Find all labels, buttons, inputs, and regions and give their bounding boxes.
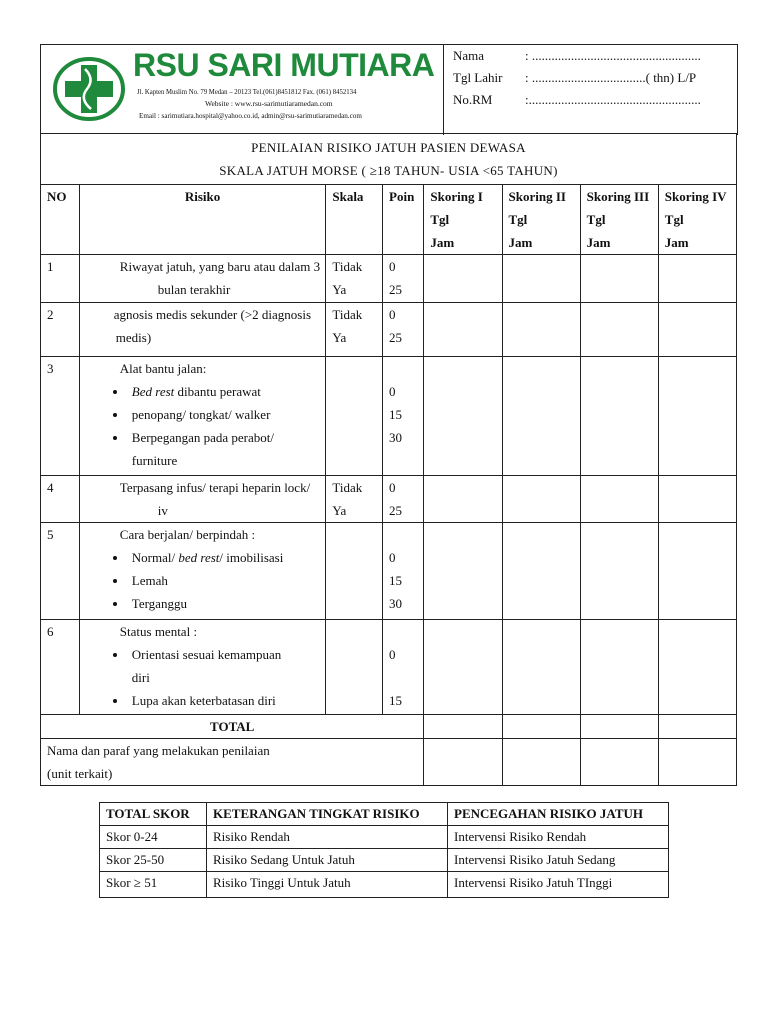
tgl-label: Tgl	[430, 212, 450, 227]
points-value: 0	[389, 480, 396, 495]
total-score-cell[interactable]	[502, 715, 580, 739]
total-label: TOTAL	[41, 715, 424, 739]
signature-cell[interactable]	[580, 739, 658, 786]
col-skoring-1-header	[424, 185, 502, 255]
list-item-text: Normal/	[131, 550, 179, 565]
points-cell	[383, 620, 424, 715]
risk-text: Riwayat jatuh, yang baru atau dalam 3	[119, 259, 321, 274]
score-cell[interactable]	[502, 357, 580, 476]
scale-cell	[326, 357, 383, 476]
legend-score: Skor 25-50	[100, 849, 207, 872]
scale-cell	[326, 303, 383, 357]
skoring-2-label: Skoring II	[508, 189, 566, 204]
score-cell[interactable]	[424, 255, 502, 303]
score-cell[interactable]	[424, 357, 502, 476]
list-item-text: / imobilisasi	[219, 550, 284, 565]
legend-score: Skor ≥ 51	[100, 872, 207, 898]
risk-text: Alat bantu jalan:	[119, 361, 207, 376]
points-value: 15	[389, 693, 403, 708]
legend-header-pencegahan: PENCEGAHAN RISIKO JATUH	[448, 803, 669, 826]
points-cell	[383, 255, 424, 303]
hospital-email: Email : sarimutiara.hospital@yahoo.co.id, admin@rsu-sarimutiaramedan.com	[139, 111, 362, 120]
risk-description	[79, 620, 326, 715]
risk-description	[79, 476, 326, 523]
list-item	[128, 546, 326, 569]
score-cell[interactable]	[580, 357, 658, 476]
points-cell	[383, 476, 424, 523]
row-number: 5	[41, 523, 80, 620]
points-cell	[383, 303, 424, 357]
total-score-cell[interactable]	[658, 715, 736, 739]
tgl-label: Tgl	[586, 212, 606, 227]
hospital-logo-block	[41, 45, 444, 135]
risk-description	[79, 303, 326, 357]
skoring-1-label: Skoring I	[430, 189, 483, 204]
score-cell[interactable]	[580, 303, 658, 357]
score-cell[interactable]	[424, 476, 502, 523]
signature-text-cont: (unit terkait)	[47, 766, 113, 781]
score-cell[interactable]	[424, 523, 502, 620]
risk-text-cont: bulan terakhir	[157, 282, 231, 297]
list-item	[128, 592, 326, 615]
legend-risk-level: Risiko Rendah	[207, 826, 448, 849]
bed-rest-italic: Bed rest	[131, 384, 175, 399]
col-no-header: NO	[41, 185, 80, 255]
table-row	[100, 872, 669, 898]
scale-cell	[326, 255, 383, 303]
col-skoring-4-header	[658, 185, 736, 255]
total-score-cell[interactable]	[580, 715, 658, 739]
patient-identity	[453, 45, 743, 111]
legend-risk-level: Risiko Sedang Untuk Jatuh	[207, 849, 448, 872]
points-value: 30	[389, 430, 403, 445]
skoring-4-label: Skoring IV	[664, 189, 727, 204]
risk-text-cont: medis)	[115, 330, 152, 345]
points-value: 0	[389, 307, 396, 322]
list-item-text-cont: diri	[131, 670, 150, 685]
score-cell[interactable]	[502, 620, 580, 715]
col-skoring-2-header	[502, 185, 580, 255]
score-cell[interactable]	[580, 255, 658, 303]
scale-value: Tidak	[332, 480, 363, 495]
list-item-text: Lemah	[131, 573, 168, 588]
scale-value: Ya	[332, 282, 347, 297]
score-cell[interactable]	[658, 476, 736, 523]
scale-value: Ya	[332, 503, 347, 518]
points-value: 30	[389, 596, 403, 611]
col-skoring-3-header	[580, 185, 658, 255]
score-cell[interactable]	[580, 523, 658, 620]
list-item	[128, 689, 326, 712]
hospital-website: Website : www.rsu-sarimutiaramedan.com	[205, 99, 333, 108]
risk-text: agnosis medis sekunder (>2 diagnosis	[113, 307, 312, 322]
name-field[interactable]: : ....................................................	[525, 48, 701, 63]
score-cell[interactable]	[658, 620, 736, 715]
scale-value: Ya	[332, 330, 347, 345]
list-item	[128, 426, 326, 472]
col-skala-header: Skala	[326, 185, 383, 255]
points-value: 0	[389, 550, 396, 565]
table-row	[41, 357, 737, 476]
risk-text-cont: iv	[157, 503, 168, 518]
points-value: 25	[389, 330, 403, 345]
points-value: 0	[389, 384, 396, 399]
list-item-text: penopang/ tongkat/ walker	[131, 407, 271, 422]
legend-prevention: Intervensi Risiko Rendah	[448, 826, 669, 849]
risk-text: Terpasang infus/ terapi heparin lock/	[119, 480, 311, 495]
hospital-address: Jl. Kapten Muslim No. 79 Medan – 20123 Tel.(061)8451812 Fax. (061) 8452134	[137, 87, 357, 96]
row-number: 6	[41, 620, 80, 715]
hospital-cross-logo-icon	[49, 53, 129, 125]
scale-cell	[326, 476, 383, 523]
total-row	[41, 715, 737, 739]
scale-cell	[326, 523, 383, 620]
risk-description	[79, 255, 326, 303]
score-cell[interactable]	[502, 476, 580, 523]
points-value: 15	[389, 573, 403, 588]
list-item-text: Lupa akan keterbatasan diri	[131, 693, 276, 708]
score-cell[interactable]	[424, 620, 502, 715]
score-cell[interactable]	[424, 303, 502, 357]
col-poin-header: Poin	[383, 185, 424, 255]
legend-header-total: TOTAL SKOR	[100, 803, 207, 826]
scale-value: Tidak	[332, 259, 363, 274]
list-item-text: • Berpegangan pada perabot/	[131, 430, 274, 445]
risk-text: Status mental :	[119, 624, 198, 639]
row-number: 1	[41, 255, 80, 303]
points-value: 0	[389, 259, 396, 274]
row-number: 2	[41, 303, 80, 357]
risk-text: Cara berjalan/ berpindah :	[119, 527, 256, 542]
list-item	[128, 403, 326, 426]
points-value: 15	[389, 407, 403, 422]
total-score-cell[interactable]	[424, 715, 502, 739]
jam-label: Jam	[508, 235, 533, 250]
table-row	[41, 476, 737, 523]
legend-header-keterangan: KETERANGAN TINGKAT RISIKO	[207, 803, 448, 826]
table-row	[100, 849, 669, 872]
signature-cell[interactable]	[502, 739, 580, 786]
score-cell[interactable]	[502, 303, 580, 357]
form-title-line2: SKALA JATUH MORSE ( ≥18 TAHUN- USIA <65 TAHUN)	[219, 163, 558, 178]
jam-label: Jam	[430, 235, 455, 250]
points-cell	[383, 523, 424, 620]
legend-header-row	[100, 803, 669, 826]
list-item	[128, 643, 326, 689]
risk-description	[79, 357, 326, 476]
score-cell[interactable]	[658, 357, 736, 476]
table-row	[41, 523, 737, 620]
hospital-name: RSU SARI MUTIARA	[133, 47, 435, 83]
table-row	[100, 826, 669, 849]
list-item	[128, 569, 326, 592]
bed-rest-italic: bed rest	[178, 550, 220, 565]
medical-record-label: No.RM	[453, 92, 493, 107]
score-cell[interactable]	[580, 620, 658, 715]
score-cell[interactable]	[658, 255, 736, 303]
tgl-label: Tgl	[508, 212, 528, 227]
signature-row	[41, 739, 737, 786]
signature-text: Nama dan paraf yang melakukan penilaian	[47, 743, 270, 758]
score-cell[interactable]	[658, 303, 736, 357]
list-item-text: Terganggu	[131, 596, 187, 611]
signature-cell[interactable]	[658, 739, 736, 786]
form-title-line1: PENILAIAN RISIKO JATUH PASIEN DEWASA	[251, 140, 526, 155]
row-number: 3	[41, 357, 80, 476]
points-value: 25	[389, 503, 403, 518]
birthdate-field[interactable]: : ...................................( thn) L/P	[525, 70, 697, 85]
morse-fall-scale-table	[40, 133, 737, 786]
risk-legend-table	[99, 802, 669, 898]
signature-label	[41, 739, 424, 786]
scale-value: Tidak	[332, 307, 363, 322]
table-row	[41, 255, 737, 303]
legend-prevention: Intervensi Risiko Jatuh TInggi	[448, 872, 669, 898]
score-cell[interactable]	[502, 255, 580, 303]
risk-description	[79, 523, 326, 620]
score-cell[interactable]	[580, 476, 658, 523]
legend-score: Skor 0-24	[100, 826, 207, 849]
row-number: 4	[41, 476, 80, 523]
form-title	[41, 134, 737, 185]
points-value: 0	[389, 647, 396, 662]
list-item-text: dibantu perawat	[174, 384, 261, 399]
list-item-text-cont: furniture	[131, 453, 178, 468]
signature-cell[interactable]	[424, 739, 502, 786]
list-item	[128, 380, 326, 403]
skoring-3-label: Skoring III	[586, 189, 650, 204]
score-cell[interactable]	[658, 523, 736, 620]
tgl-label: Tgl	[664, 212, 684, 227]
medical-record-field[interactable]: :.....................................................	[525, 92, 701, 107]
birthdate-label: Tgl Lahir	[453, 70, 503, 85]
list-item-text: • Orientasi sesuai kemampuan	[131, 647, 282, 662]
jam-label: Jam	[586, 235, 611, 250]
name-label: Nama	[453, 48, 485, 63]
score-cell[interactable]	[502, 523, 580, 620]
legend-risk-level: Risiko Tinggi Untuk Jatuh	[207, 872, 448, 898]
form-header	[40, 44, 738, 135]
table-row	[41, 620, 737, 715]
scale-cell	[326, 620, 383, 715]
table-row	[41, 303, 737, 357]
points-cell	[383, 357, 424, 476]
col-risiko-header: Risiko	[79, 185, 326, 255]
points-value: 25	[389, 282, 403, 297]
jam-label: Jam	[664, 235, 689, 250]
legend-prevention: Intervensi Risiko Jatuh Sedang	[448, 849, 669, 872]
